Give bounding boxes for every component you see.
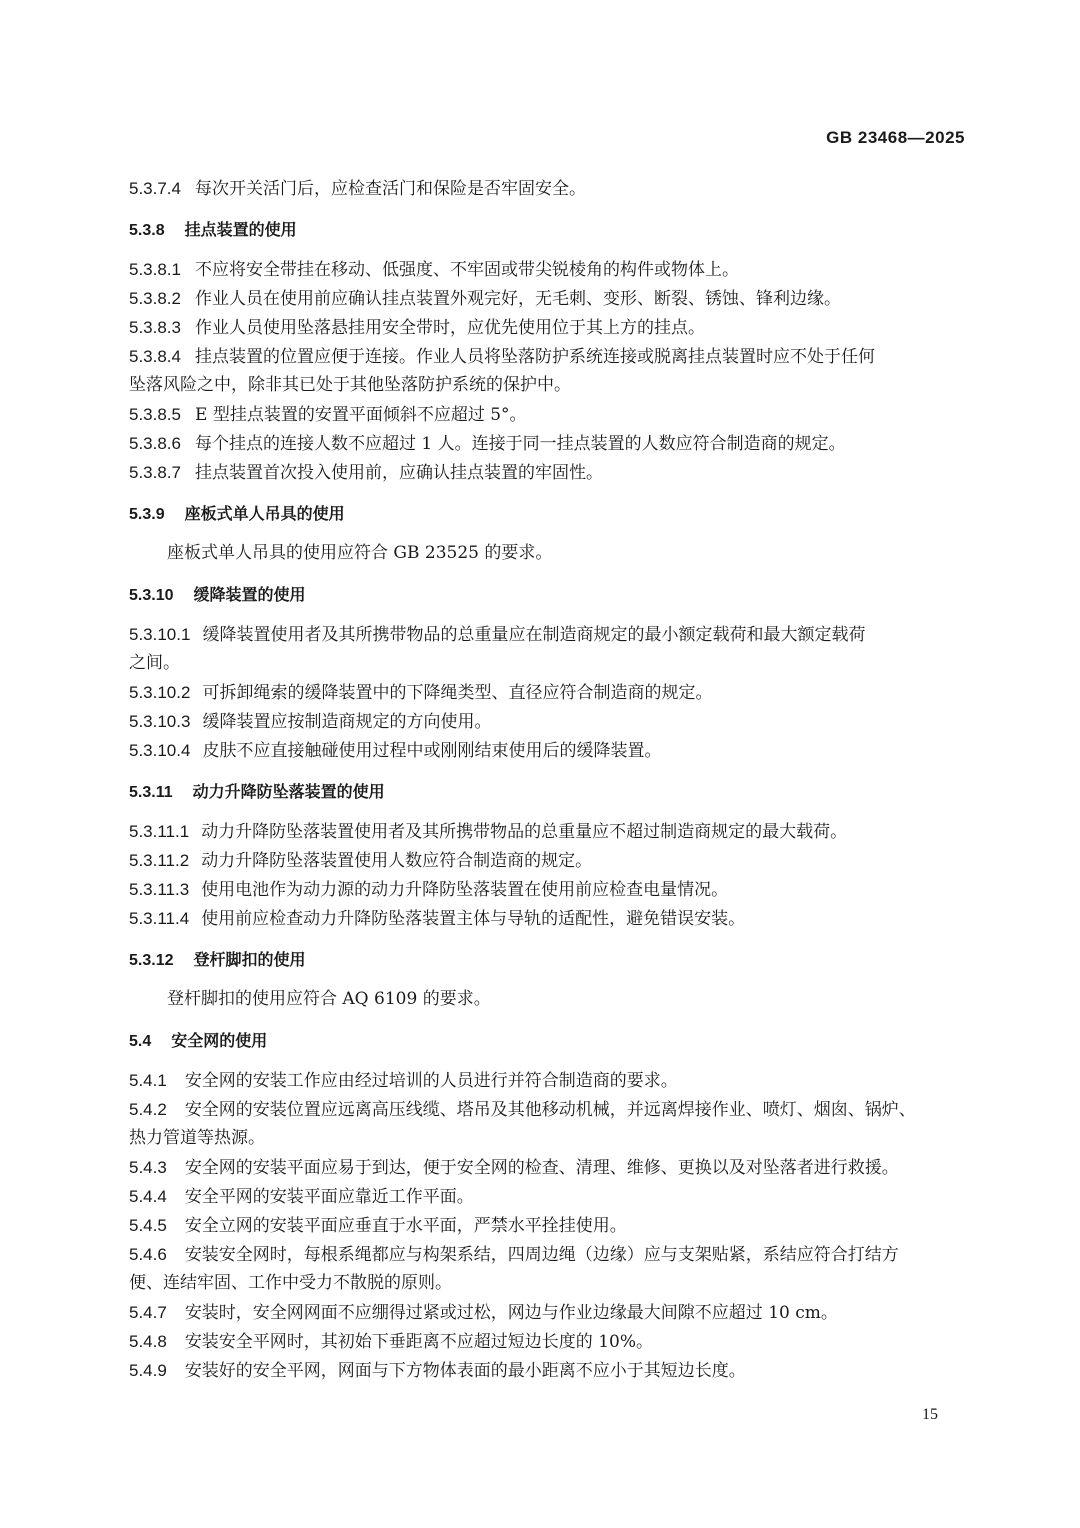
section-title: 安全网的使用	[171, 1031, 268, 1050]
clause-text: 皮肤不应直接触碰使用过程中或刚刚结束使用后的缓降装置。	[202, 741, 662, 761]
clause-number: 5.4.9	[129, 1361, 167, 1380]
section-heading	[129, 580, 967, 609]
clause-number: 5.3.8.7	[129, 463, 181, 482]
standard-code: GB 23468—2025	[826, 128, 965, 147]
clause-text: 安全网的安装位置应远离高压线缆、塔吊及其他移动机械，并远离焊接作业、喷灯、烟囱、锅炉、	[184, 1100, 916, 1120]
clause-item	[129, 1356, 967, 1385]
clause-item	[129, 1240, 967, 1269]
clause-item	[129, 678, 967, 707]
clause-item	[129, 458, 967, 487]
clause-text: 缓降装置使用者及其所携带物品的总重量应在制造商规定的最小额定载荷和最大额定载荷	[202, 625, 866, 645]
clause-item	[129, 736, 967, 765]
clause-number: 5.4.5	[129, 1216, 167, 1235]
clause-text: 挂点装置的位置应便于连接。作业人员将坠落防护系统连接或脱离挂点装置时应不处于任何	[195, 347, 875, 367]
section-title: 挂点装置的使用	[184, 220, 297, 239]
clause-number: 5.4.1	[129, 1071, 167, 1090]
clause-number: 5.3.11.1	[129, 822, 190, 841]
clause-item	[129, 1182, 967, 1211]
clause-number: 5.4.8	[129, 1332, 167, 1351]
clause-number: 5.3.8.5	[129, 405, 181, 424]
section-title: 缓降装置的使用	[193, 585, 306, 604]
clause-number: 5.3.10.1	[129, 625, 191, 644]
clause-item	[129, 342, 967, 371]
section-title: 座板式单人吊具的使用	[184, 504, 345, 523]
clause-number: 5.3.11.4	[129, 909, 190, 928]
section-title: 登杆脚扣的使用	[193, 950, 306, 969]
section-number: 5.3.12	[129, 952, 174, 969]
section-heading	[129, 1026, 967, 1055]
clause-text: 每个挂点的连接人数不应超过 1 人。连接于同一挂点装置的人数应符合制造商的规定。	[195, 434, 846, 454]
clause-text: 挂点装置首次投入使用前，应确认挂点装置的牢固性。	[195, 463, 603, 483]
clause-item	[129, 707, 967, 736]
clause-text: 安装好的安全平网，网面与下方物体表面的最小距离不应小于其短边长度。	[184, 1361, 746, 1381]
section-heading	[129, 945, 967, 974]
clause-text: 缓降装置应按制造商规定的方向使用。	[202, 712, 492, 732]
clause-number: 5.3.10.3	[129, 712, 191, 731]
paragraph: 座板式单人吊具的使用应符合 GB 23525 的要求。	[167, 543, 553, 563]
clause-number: 5.3.7.4	[129, 179, 181, 198]
section-heading	[129, 777, 967, 806]
clause-item	[129, 313, 967, 342]
clause-text: 不应将安全带挂在移动、低强度、不牢固或带尖锐棱角的构件或物体上。	[195, 260, 739, 280]
clause-item	[129, 1153, 967, 1182]
clause-item	[129, 620, 967, 649]
clause-number: 5.3.11.3	[129, 880, 190, 899]
clause-text: 动力升降防坠落装置使用者及其所携带物品的总重量应不超过制造商规定的最大载荷。	[201, 822, 848, 842]
clause-number: 5.4.2	[129, 1100, 167, 1119]
clause-number: 5.3.8.4	[129, 347, 181, 366]
clause-text: 使用电池作为动力源的动力升降防坠落装置在使用前应检查电量情况。	[201, 880, 729, 900]
clause-item	[129, 429, 967, 458]
section-heading	[129, 499, 967, 528]
clause-text: 安全网的安装平面应易于到达，便于安全网的检查、清理、维修、更换以及对坠落者进行救援。	[184, 1158, 899, 1178]
clause-text: 可拆卸绳索的缓降装置中的下降绳类型、直径应符合制造商的规定。	[202, 683, 713, 703]
clause-text: 安全网的安装工作应由经过培训的人员进行并符合制造商的要求。	[184, 1071, 678, 1091]
clause-item	[129, 400, 967, 429]
section-number: 5.3.9	[129, 506, 165, 523]
clause-text: 安装安全平网时，其初始下垂距离不应超过短边长度的 10%。	[184, 1332, 654, 1352]
clause-number: 5.3.8.3	[129, 318, 181, 337]
clause-text: 安全平网的安装平面应靠近工作平面。	[184, 1187, 474, 1207]
clause-item	[129, 817, 967, 846]
clause-text: 作业人员使用坠落悬挂用安全带时，应优先使用位于其上方的挂点。	[195, 318, 705, 338]
section-title: 动力升降防坠落装置的使用	[192, 782, 385, 801]
clause-number: 5.3.8.6	[129, 434, 181, 453]
section-heading	[129, 215, 967, 244]
clause-item	[129, 284, 967, 313]
clause-number: 5.3.8.1	[129, 260, 181, 279]
clause-item	[129, 1298, 967, 1327]
paragraph: 登杆脚扣的使用应符合 AQ 6109 的要求。	[167, 989, 491, 1009]
clause-text: 安装安全网时，每根系绳都应与构架系结，四周边绳（边缘）应与支架贴紧，系结应符合打结方	[184, 1245, 899, 1265]
clause-continuation: 热力管道等热源。	[129, 1128, 265, 1148]
clause-text: 使用前应检查动力升降防坠落装置主体与导轨的适配性，避免错误安装。	[201, 909, 746, 929]
clause-continuation: 便、连结牢固、工作中受力不散脱的原则。	[129, 1273, 452, 1293]
clause-text: 作业人员在使用前应确认挂点装置外观完好，无毛刺、变形、断裂、锈蚀、锋利边缘。	[195, 289, 841, 309]
clause-item	[129, 1327, 967, 1356]
clause-continuation: 之间。	[129, 653, 180, 673]
section-number: 5.3.10	[129, 587, 174, 604]
clause-continuation: 坠落风险之中，除非其已处于其他坠落防护系统的保护中。	[129, 375, 571, 395]
clause-text: E 型挂点装置的安置平面倾斜不应超过 5°。	[195, 405, 527, 425]
clause-number: 5.3.10.2	[129, 683, 191, 702]
clause-text: 安装时，安全网网面不应绷得过紧或过松，网边与作业边缘最大间隙不应超过 10 cm。	[184, 1303, 838, 1323]
clause-number: 5.4.7	[129, 1303, 167, 1322]
clause-number: 5.3.11.2	[129, 851, 190, 870]
clause-text: 动力升降防坠落装置使用人数应符合制造商的规定。	[201, 851, 593, 871]
section-number: 5.4	[129, 1033, 152, 1050]
clause-item	[129, 1095, 967, 1124]
page-number: 15	[922, 1406, 938, 1423]
clause-item	[129, 846, 967, 875]
clause-item	[129, 1066, 967, 1095]
clause-number: 5.3.10.4	[129, 741, 191, 760]
clause-text: 每次开关活门后，应检查活门和保险是否牢固安全。	[195, 179, 586, 199]
clause-item	[129, 174, 967, 203]
section-number: 5.3.11	[129, 784, 173, 801]
clause-item	[129, 255, 967, 284]
clause-number: 5.4.6	[129, 1245, 167, 1264]
clause-text: 安全立网的安装平面应垂直于水平面，严禁水平拴挂使用。	[184, 1216, 627, 1236]
clause-item	[129, 875, 967, 904]
clause-number: 5.4.3	[129, 1158, 167, 1177]
section-number: 5.3.8	[129, 222, 165, 239]
clause-number: 5.4.4	[129, 1187, 167, 1206]
clause-number: 5.3.8.2	[129, 289, 181, 308]
clause-item	[129, 904, 967, 933]
document-body	[129, 174, 967, 1385]
clause-item	[129, 1211, 967, 1240]
